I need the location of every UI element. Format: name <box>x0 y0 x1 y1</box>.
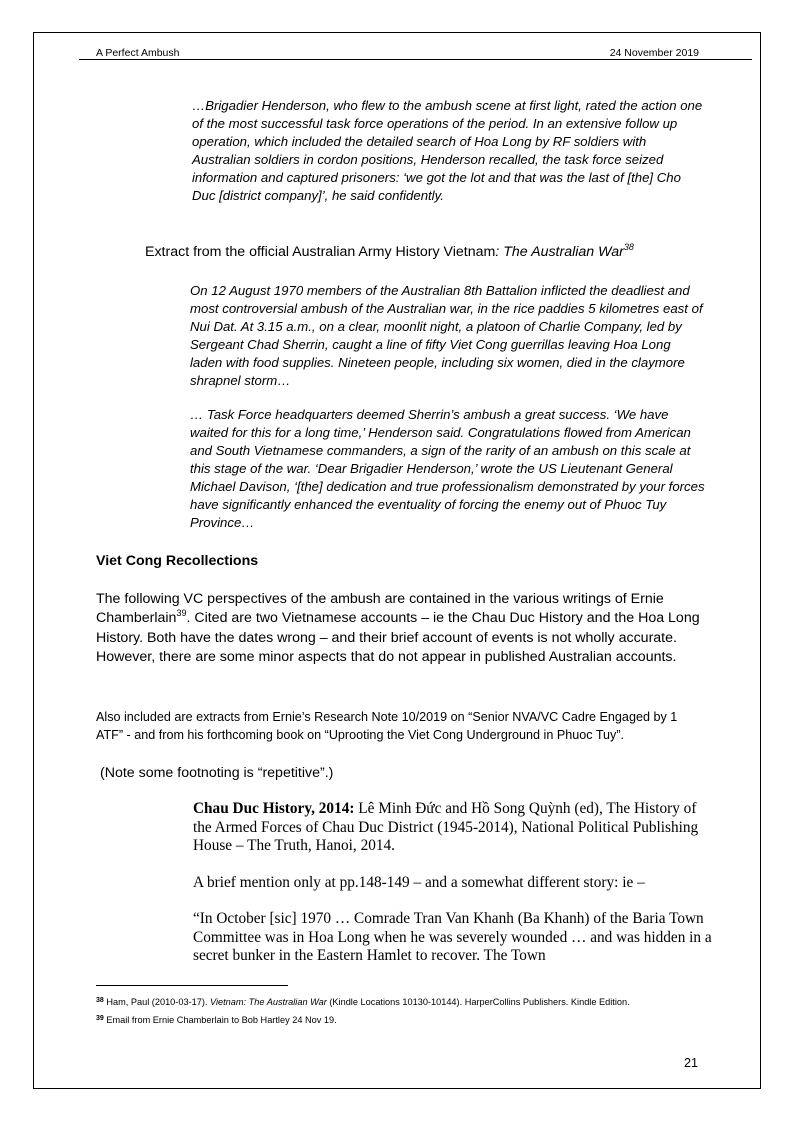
body-part2: . Cited are two Vietnamese accounts – ie the Chau Duc History and the Hoa Long History. Both have the dates wrong – and their brief account of events is not wholly accurate. However, there are some minor aspects that do not appear in published Australian accounts. <box>96 610 700 666</box>
running-header-title: A Perfect Ambush <box>96 47 180 59</box>
body-paragraph <box>96 590 700 668</box>
footnote-38-pre: Ham, Paul (2010-03-17). <box>103 997 211 1007</box>
section-heading: Viet Cong Recollections <box>96 553 259 569</box>
footnote-39 <box>96 1014 706 1026</box>
footnote-39-number: 39 <box>96 1015 104 1022</box>
also-included-paragraph: Also included are extracts from Ernie’s Research Note 10/2019 on “Senior NVA/VC Cadre Engaged by 1 ATF” - and from his forthcoming book on “Uprooting the Viet Cong Underground in Phuoc Tuy”. <box>96 710 678 742</box>
brief-mention: A brief mention only at pp.148-149 – and a somewhat different story: ie – <box>193 874 645 891</box>
body-part1: The following VC perspectives of the ambush are contained in the various writings of Ernie Chamberlain <box>96 591 664 627</box>
footnote-38-title: Vietnam: The Australian War <box>210 997 327 1007</box>
footnote-ref-39[interactable]: 39 <box>176 608 187 619</box>
extract-heading <box>145 242 705 262</box>
chau-duc-citation-rest: Lê Minh Đức and Hồ Song Quỳnh (ed), The History of the Armed Forces of Chau Duc District (1945-2014), National Political Publishing House – The Truth, Hanoi, 2014. <box>193 800 699 855</box>
footnote-ref-38[interactable]: 38 <box>623 242 634 252</box>
quote-task-force: … Task Force headquarters deemed Sherrin’s ambush a great success. ‘We have waited for this for a long time,’ Henderson said. Congratulations flowed from American and South Vietnamese commanders, a sign of the rarity of an ambush on this scale at this stage of the war. ‘Dear Brigadier Henderson,’ wrote the US Lieutenant General Michael Davison, ‘[the] dedication and true professionalism demonstrated by your forces have significantly enhanced the eventuality of forcing the enemy out of Phuoc Tuy Province… <box>190 407 705 530</box>
footnote-38 <box>96 996 706 1008</box>
extract-title: The Australian War <box>503 244 624 260</box>
note-paragraph: (Note some footnoting is “repetitive”.) <box>100 765 334 781</box>
chau-duc-citation-bold: Chau Duc History, 2014: <box>193 800 355 817</box>
quote-ambush: On 12 August 1970 members of the Australian 8th Battalion inflicted the deadliest and most controversial ambush of the Australian war, in the rice paddies 5 kilometres east of Nui Dat. At 3.15 a.m., on a clear, moonlit night, a platoon of Charlie Company, led by Sergeant Chad Sherrin, caught a line of fifty Viet Cong guerrillas leaving Hoa Long laden with food supplies. Nineteen people, including six women, died in the claymore shrapnel storm… <box>190 283 703 388</box>
footnote-rule <box>96 985 288 986</box>
extract-colon: : <box>495 244 504 260</box>
october-quote: “In October [sic] 1970 … Comrade Tran Van Khanh (Ba Khanh) of the Baria Town Committee was in Hoa Long when he was severely wounded … and was hidden in a secret bunker in the Eastern Hamlet to recover. The Town <box>193 910 712 965</box>
page-number: 21 <box>683 1056 698 1070</box>
footnote-38-number: 38 <box>96 997 104 1004</box>
quote-henderson: …Brigadier Henderson, who flew to the ambush scene at first light, rated the action one of the most successful task force operations of the period. In an extensive follow up operation, which included the detailed search of Hoa Long by RF soldiers with Australian soldiers in cordon positions, Henderson recalled, the task force seized information and captured prisoners: ‘we got the lot and that was the last of [the] Cho Duc [district company]’, he said confidently. <box>192 98 703 203</box>
extract-prefix: Extract from the official Australian Army History Vietnam <box>145 244 496 260</box>
header-rule <box>79 59 752 60</box>
footnote-39-text: Email from Ernie Chamberlain to Bob Hartley 24 Nov 19. <box>103 1015 337 1025</box>
footnote-38-post: (Kindle Locations 10130-10144). HarperCollins Publishers. Kindle Edition. <box>326 997 630 1007</box>
running-header-date: 24 November 2019 <box>609 47 699 59</box>
chau-duc-citation <box>193 800 713 856</box>
